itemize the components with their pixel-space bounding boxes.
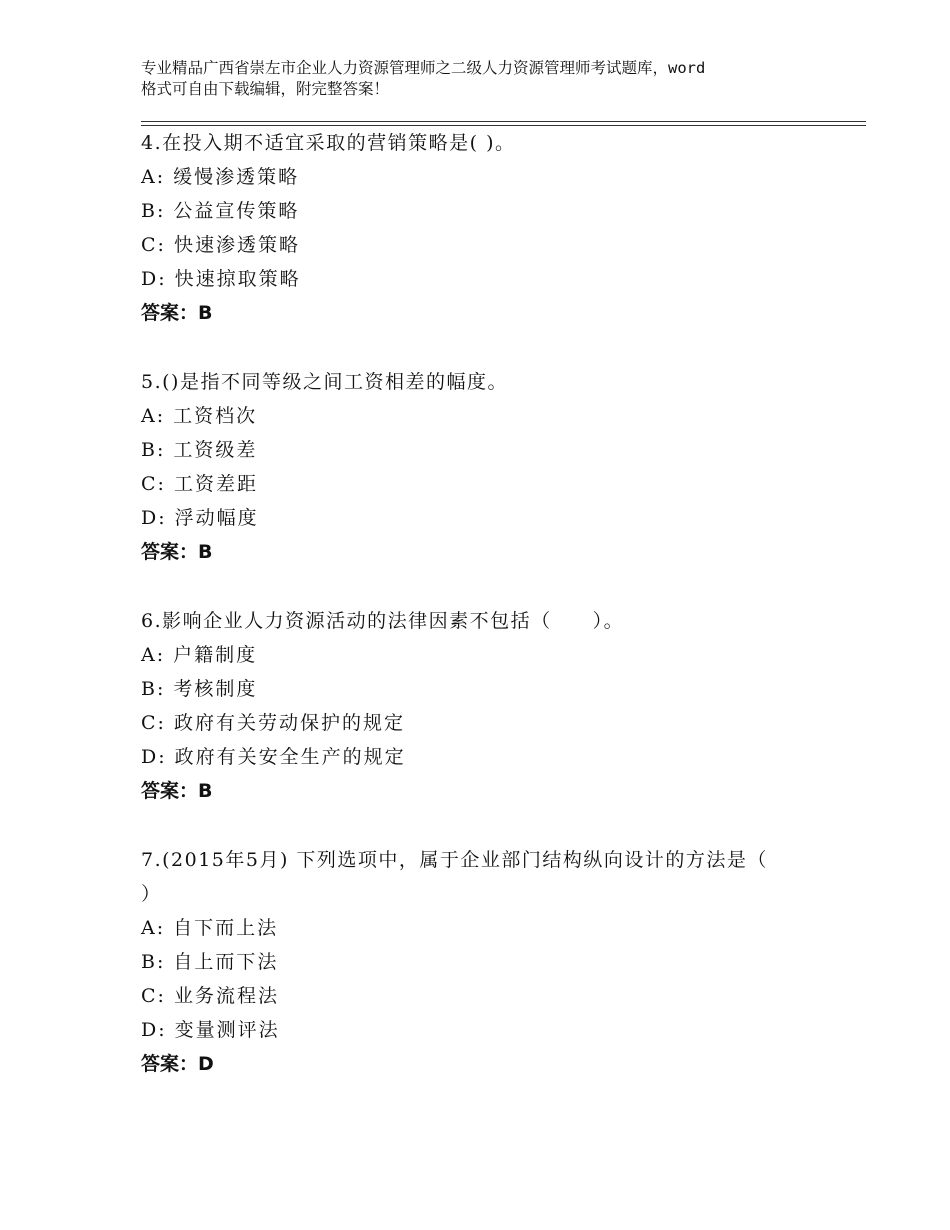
option-a: A: 缓慢渗透策略 (141, 166, 300, 188)
question-stem: 5.()是指不同等级之间工资相差的幅度。 (141, 371, 508, 393)
option-d: D: 快速掠取策略 (141, 268, 301, 290)
answer-label: 答案：D (141, 1053, 214, 1075)
option-c: C: 工资差距 (141, 473, 258, 495)
document-header (141, 58, 831, 100)
option-a: A: 自下而上法 (141, 917, 279, 939)
question-5 (141, 365, 841, 569)
question-stem-line-2: ） (141, 883, 162, 905)
option-c: C: 政府有关劳动保护的规定 (141, 712, 405, 734)
question-6 (141, 604, 841, 808)
option-c: C: 业务流程法 (141, 985, 279, 1007)
question-stem: 4.在投入期不适宜采取的营销策略是( )。 (141, 132, 516, 154)
option-d: D: 浮动幅度 (141, 507, 259, 529)
option-b: B: 工资级差 (141, 439, 258, 461)
answer-label: 答案：B (141, 302, 213, 324)
question-stem: 6.影响企业人力资源活动的法律因素不包括（ ）。 (141, 610, 625, 632)
question-4 (141, 126, 841, 330)
answer-label: 答案：B (141, 780, 213, 802)
question-7 (141, 843, 841, 1081)
header-line-2: 格式可自由下载编辑，附完整答案！ (141, 80, 390, 98)
option-a: A: 工资档次 (141, 405, 258, 427)
answer-label: 答案：B (141, 541, 213, 563)
option-d: D: 变量测评法 (141, 1019, 280, 1041)
option-d: D: 政府有关安全生产的规定 (141, 746, 406, 768)
option-c: C: 快速渗透策略 (141, 234, 300, 256)
question-stem-line-1: 7.(2015年5月) 下列选项中，属于企业部门结构纵向设计的方法是（ (141, 849, 768, 871)
option-b: B: 考核制度 (141, 678, 258, 700)
option-b: B: 自上而下法 (141, 951, 279, 973)
header-line-1: 专业精品广西省崇左市企业人力资源管理师之二级人力资源管理师考试题库，word (141, 59, 706, 77)
option-a: A: 户籍制度 (141, 644, 258, 666)
option-b: B: 公益宣传策略 (141, 200, 300, 222)
